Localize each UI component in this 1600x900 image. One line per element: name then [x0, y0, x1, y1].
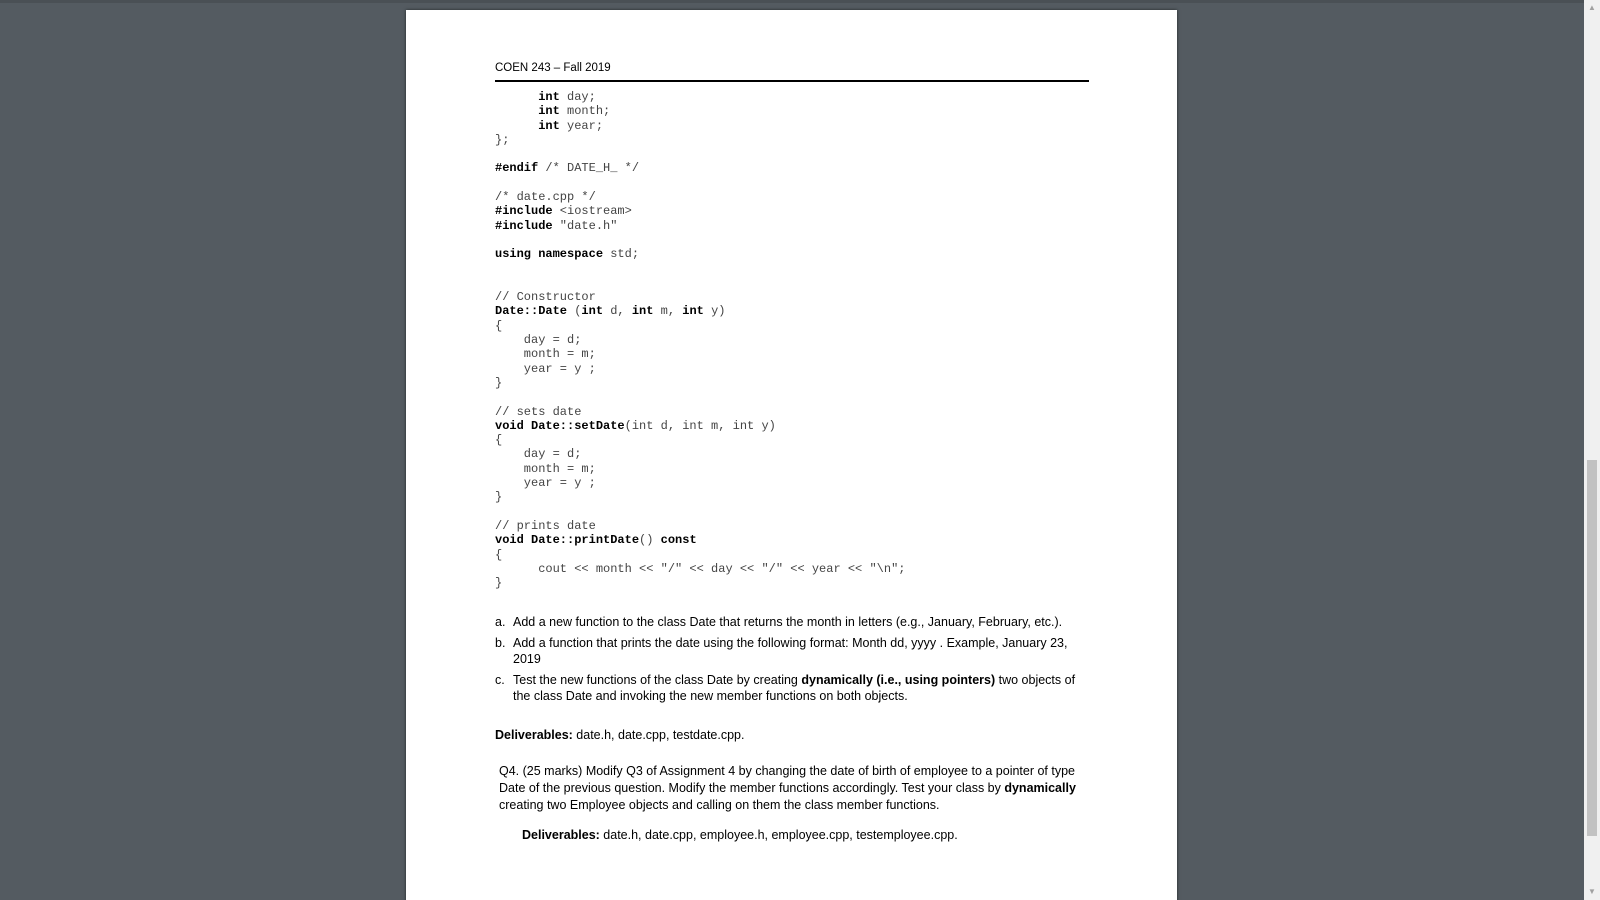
- code-line: [495, 147, 1095, 161]
- code-line: [495, 519, 1095, 533]
- q4-text: Q4. (25 marks) Modify Q3 of Assignment 4 by changing the date of birth of employee to a pointer of type Date of the previous question. Modify the member functions accordingly. Test your class by: [499, 764, 1076, 795]
- code-token: year = y ;: [495, 476, 596, 491]
- scroll-down-arrow-icon[interactable]: ▼: [1588, 887, 1596, 896]
- code-line: [495, 462, 1095, 476]
- code-line: [495, 476, 1095, 490]
- code-token-bold: #include: [495, 204, 553, 219]
- code-line: [495, 390, 1095, 404]
- code-token: // prints date: [495, 518, 596, 533]
- code-token-bold: #endif: [495, 161, 539, 176]
- question-q4: [499, 763, 1099, 814]
- q4-text: creating two Employee objects and calling on them the class member functions.: [499, 798, 940, 812]
- code-token-bold: void Date::printDate: [495, 533, 640, 548]
- question-text-bold: dynamically (i.e., using pointers): [801, 672, 996, 687]
- code-token-bold: int: [631, 304, 654, 319]
- deliverables-label: Deliverables:: [522, 828, 600, 842]
- code-line: [495, 290, 1095, 304]
- code-line: [495, 347, 1095, 361]
- code-token: {: [495, 433, 503, 448]
- code-line: [495, 219, 1095, 233]
- code-token-bold: const: [660, 533, 697, 548]
- question-item: [495, 635, 1095, 668]
- code-token: cout << month << "/" << day << "/" << year << "\n";: [495, 561, 906, 576]
- code-token: {: [495, 318, 503, 333]
- q4-text-bold: dynamically: [1004, 781, 1076, 795]
- code-token: "date.h": [552, 218, 618, 233]
- code-token-bold: int: [538, 90, 560, 104]
- question-text: two objects of the class Date and invoking the new member functions on both objects.: [513, 672, 1076, 703]
- code-line: [495, 104, 1095, 118]
- code-line: [495, 405, 1095, 419]
- code-token: [495, 119, 538, 133]
- code-block: [495, 90, 1095, 590]
- vertical-scrollbar[interactable]: [1584, 0, 1600, 900]
- code-line: [495, 447, 1095, 461]
- question-text: Add a new function to the class Date that returns the month in letters (e.g., January, February, etc.).: [513, 615, 1063, 629]
- code-token-bold: int: [682, 304, 704, 319]
- viewer-top-border: [0, 0, 1584, 3]
- code-line: [495, 490, 1095, 504]
- code-token: day;: [559, 90, 596, 104]
- code-line: [495, 419, 1095, 433]
- code-line: [495, 133, 1095, 147]
- code-line: [495, 204, 1095, 218]
- code-token-bold: Date::Date: [495, 304, 568, 319]
- code-token: year = y ;: [495, 361, 596, 376]
- deliverables-q4: [522, 828, 958, 842]
- code-token: (): [639, 533, 661, 548]
- code-line: [495, 319, 1095, 333]
- code-line: [495, 161, 1095, 175]
- code-token: <iostream>: [552, 204, 632, 219]
- code-token: }: [495, 375, 503, 390]
- code-token: month = m;: [495, 347, 596, 362]
- question-item: [495, 672, 1095, 705]
- code-line: [495, 362, 1095, 376]
- code-token: // Constructor: [495, 290, 596, 305]
- code-token: month;: [559, 104, 611, 119]
- code-line: [495, 433, 1095, 447]
- code-token-bold: void Date::setDate: [495, 418, 625, 433]
- page-header: COEN 243 – Fall 2019: [495, 56, 1089, 82]
- code-token: day = d;: [495, 447, 582, 462]
- code-token: (int d, int m, int y): [624, 418, 776, 433]
- deliverables-label: Deliverables:: [495, 728, 573, 742]
- code-line: [495, 176, 1095, 190]
- code-line: [495, 333, 1095, 347]
- code-line: [495, 533, 1095, 547]
- code-token: m,: [653, 304, 683, 319]
- code-token: /* date.cpp */: [495, 190, 596, 205]
- code-line: [495, 262, 1095, 276]
- code-token-bold: int: [538, 104, 560, 119]
- scroll-up-arrow-icon[interactable]: ▲: [1588, 3, 1596, 12]
- code-line: [495, 376, 1095, 390]
- code-token: std;: [603, 247, 640, 262]
- code-line: [495, 90, 1095, 104]
- code-token: day = d;: [495, 333, 582, 348]
- code-token: /* DATE_H_ */: [538, 161, 640, 176]
- code-line: [495, 548, 1095, 562]
- code-token: {: [495, 547, 503, 562]
- code-token: y): [703, 304, 726, 319]
- code-token: [495, 90, 538, 104]
- question-letter: b.: [495, 635, 506, 650]
- code-line: [495, 190, 1095, 204]
- code-line: [495, 119, 1095, 133]
- code-line: [495, 562, 1095, 576]
- question-item: [495, 614, 1095, 631]
- code-token-bold: int: [581, 304, 604, 319]
- code-token-bold: using namespace: [495, 247, 604, 262]
- question-letter: a.: [495, 615, 506, 629]
- code-token-bold: int: [538, 118, 560, 133]
- question-list: [495, 614, 1095, 709]
- code-token: (: [567, 304, 582, 319]
- code-token: d,: [603, 304, 632, 319]
- code-line: [495, 233, 1095, 247]
- code-token: year;: [559, 118, 604, 133]
- document-page: [406, 10, 1177, 900]
- code-token: [495, 104, 538, 118]
- deliverables-q3: [495, 728, 744, 742]
- question-text: Test the new functions of the class Date by creating: [513, 672, 802, 687]
- code-line: [495, 276, 1095, 290]
- code-line: [495, 247, 1095, 261]
- deliverables-text: date.h, date.cpp, employee.h, employee.cpp, testemployee.cpp.: [599, 828, 958, 842]
- code-token: month = m;: [495, 461, 596, 476]
- code-token: };: [495, 132, 510, 147]
- code-token: }: [495, 576, 503, 591]
- code-line: [495, 505, 1095, 519]
- code-line: [495, 304, 1095, 318]
- code-line: [495, 576, 1095, 590]
- code-token-bold: #include: [495, 218, 553, 233]
- code-token: // sets date: [495, 404, 582, 419]
- question-text: Add a function that prints the date using the following format: Month dd, yyyy . Example, January 23, 2019: [513, 635, 1068, 666]
- deliverables-text: date.h, date.cpp, testdate.cpp.: [572, 728, 745, 742]
- scrollbar-thumb[interactable]: [1587, 460, 1597, 836]
- question-letter: c.: [495, 672, 505, 687]
- code-token: }: [495, 490, 503, 505]
